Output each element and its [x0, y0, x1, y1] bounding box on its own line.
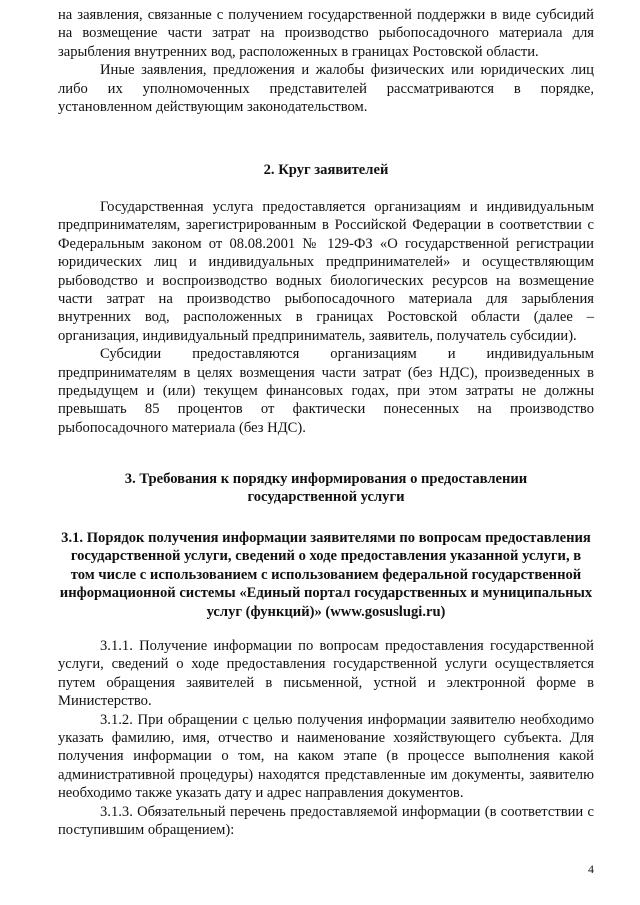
section-3-1-heading-block [58, 529, 594, 621]
paragraph-3-1-3: 3.1.3. Обязательный перечень предоставляемой информации (в соответствии с поступившим обращением): [58, 803, 594, 839]
section-2-title: 2. Круг заявителей [263, 162, 389, 178]
section-3-heading-block [58, 470, 594, 507]
section-3-1-title: 3.1. Порядок получения информации заявителями по вопросам предоставления государственной услуги, сведений о ходе предоставления указанной услуги, в том числе с использованием с использованием федеральной государственной информационной системы «Единый портал государственных и муниципальных услуг (функций)» (www.gosuslugi.ru) [59, 530, 593, 620]
section-2-paragraph-1: Государственная услуга предоставляется организациям и индивидуальным предпринимателям, зарегистрированным в Российской Федерации в соответствии с Федеральным законом от 08.08.2001 № 129-ФЗ «О государственной регистрации юридических лиц и индивидуальных предпринимателей» и осуществляющим рыбоводство и воспроизводство водных биологических ресурсов на возмещение части затрат на производство рыбопосадочного материала для зарыбления внутренних вод, расположенных в границах Ростовской области (далее – организация, индивидуальный предприниматель, заявитель, получатель субсидии). [58, 199, 594, 344]
paragraph-3-1-1: 3.1.1. Получение информации по вопросам предоставления государственной услуги, сведений о ходе предоставления государственной услуги осуществляется путем обращения заявителей в письменной, устной и электронной форме в Министерство. [58, 638, 594, 710]
page-number: 4 [588, 862, 594, 876]
intro-paragraph-1: на заявления, связанные с получением государственной поддержки в виде субсидий на возмещение части затрат на производство рыбопосадочного материала для зарыбления внутренних вод, расположенных в границах Ростовской области. [58, 7, 594, 60]
intro-block [58, 6, 594, 116]
section-3-title: 3. Требования к порядку информирования о предоставлении государственной услуги [124, 471, 528, 506]
section-3-body [58, 637, 594, 839]
section-2-heading-block [58, 161, 594, 179]
section-2-body [58, 198, 594, 437]
section-2-paragraph-2: Субсидии предоставляются организациям и индивидуальным предпринимателям в целях возмещения части затрат (без НДС), произведенных в предыдущем и (или) текущем финансовых годах, при этом затраты не должны превышать 85 процентов от фактически понесенных на производство рыбопосадочного материала (без НДС). [58, 346, 594, 436]
paragraph-3-1-2: 3.1.2. При обращении с целью получения информации заявителю необходимо указать фамилию, имя, отчество и наименование хозяйствующего субъекта. Для получения информации о том, на каком этапе (в процессе выполнения какой административной процедуры) находятся представленные им документы, заявителю необходимо также указать дату и адрес направления документов. [58, 711, 594, 802]
intro-paragraph-2: Иные заявления, предложения и жалобы физических или юридических лиц либо их уполномоченных представителей рассматриваются в порядке, установленном действующим законодательством. [58, 62, 594, 116]
